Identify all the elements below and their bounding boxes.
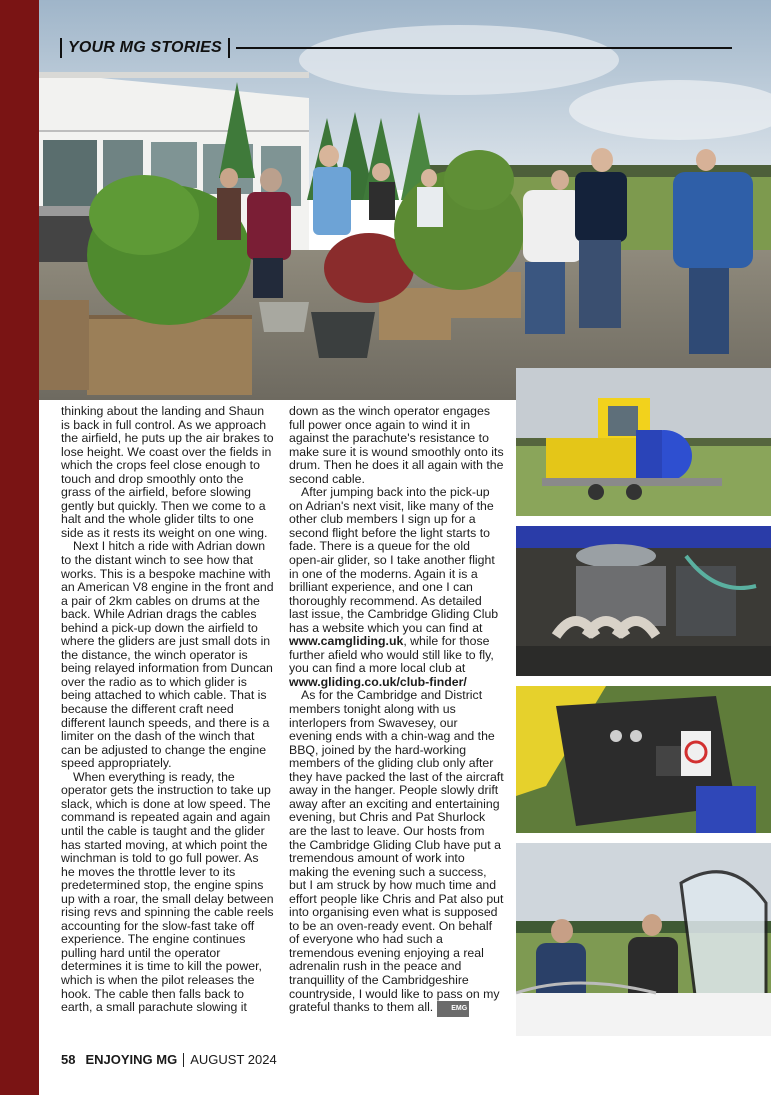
photo-v8-engine — [516, 526, 771, 676]
paragraph — [289, 486, 504, 689]
heading-rule — [236, 47, 732, 49]
paragraph-text: After jumping back into the pick-up on Adrian's next visit, like many of the other club members I sign up for a second flight before the light starts to fade. There is a queue for the old open-air glider, so I take another flight in one of the moderns. Again it is a brilliant experience, and one I can thoroughly recommend. As detailed last issue, the Cambridge Gliding Club has a website which you can find at — [289, 485, 499, 635]
paragraph: Next I hitch a ride with Adrian down to the distant winch to see how that works. This is a bespoke machine with an American V8 engine in the front and a pair of 2km cables on drums at the back. While Adrian drags the cables behind a pick-up down the airfield to where the gliders are just small dots in the distance, the winch operator is being relayed information from Duncan over the radio as to which glider is being attached to which cable. That is because the different craft need different launch speeds, and there is a limiter on the dash of the winch that can be adjusted to change the engine speed appropriately. — [61, 539, 274, 771]
heading-bar-left — [60, 38, 62, 58]
website-link-camgliding[interactable]: www.camgliding.uk — [289, 634, 404, 649]
photo-winch-machine — [516, 368, 771, 516]
footer-divider — [183, 1053, 184, 1067]
photo-glider-pilots — [516, 843, 771, 1036]
paragraph-text: , while for those further afield who would still like to fly, you can find a more local club at — [289, 634, 494, 676]
page-spine-bar — [0, 0, 39, 1095]
website-link-club-finder[interactable]: www.gliding.co.uk/club-finder/ — [289, 674, 467, 689]
paragraph-text: As for the Cambridge and District members tonight along with us interlopers from Swavesey, our evening ends with a chin-wag and the BBQ, joined by the hard-working members of the gliding club only after they have packed the last of the aircraft away in the hanger. People slowly drift away after an exciting and entertaining evening, but Chris and Pat Shurlock are the last to leave. Our hosts from the Cambridge Gliding Club have put a tremendous amount of work into making the evening such a success, but I am struck by how much time and effort people like Chris and Pat also put into organising even what is supposed to be an oven-ready event. On behalf of everyone who had such a tremendous evening enjoying a real adrenalin rush in the peace and tranquillity of the Cambridgeshire countryside, I would like to pass on my grateful thanks to them all. — [289, 688, 504, 1015]
page-footer — [61, 1052, 277, 1067]
paragraph: When everything is ready, the operator gets the instruction to take up slack, which is done at low speed. The command is repeated again and again until the cable is taught and the glider has started moving, at which point the winchman is told to go full power. As he moves the throttle lever to its predetermined stop, the engine spins up with a roar, the small delay between rising revs and spinning the cable reels accounting for the slow-fast take off experience. The engine continues pulling hard until the operator determines it is time to kill the power, which is when the pilot releases the hook. The cable then falls back to earth, a small parachute slowing it — [61, 769, 274, 1015]
hero-photo-clubhouse-gathering — [39, 0, 771, 400]
page-number: 58 — [61, 1052, 76, 1067]
paragraph — [289, 689, 504, 1016]
section-heading — [60, 38, 732, 58]
magazine-name: ENJOYING MG — [85, 1052, 178, 1067]
issue-date: AUGUST 2024 — [190, 1052, 277, 1067]
end-mark-badge: EMG — [437, 1001, 469, 1017]
section-label: YOUR MG STORIES — [68, 39, 222, 56]
heading-bar-right — [228, 38, 230, 58]
text-column-1 — [61, 405, 274, 1015]
photo-winch-control-panel — [516, 686, 771, 833]
paragraph: thinking about the landing and Shaun is back in full control. As we approach the airfield, he puts up the air brakes to lose height. We coast over the fields in which the crops feel close enough to touch and drop smoothly onto the grass of the airfield, before slowing gently but quickly. Then we come to a halt and the whole glider tilts to one side as it rests its weight on one wing. — [61, 404, 274, 540]
text-column-2 — [289, 405, 504, 1017]
paragraph: down as the winch operator engages full power once again to wind it in against the parachute's resistance to make sure it is wound smoothly onto its drum. Then he does it all again with the second cable. — [289, 404, 504, 486]
